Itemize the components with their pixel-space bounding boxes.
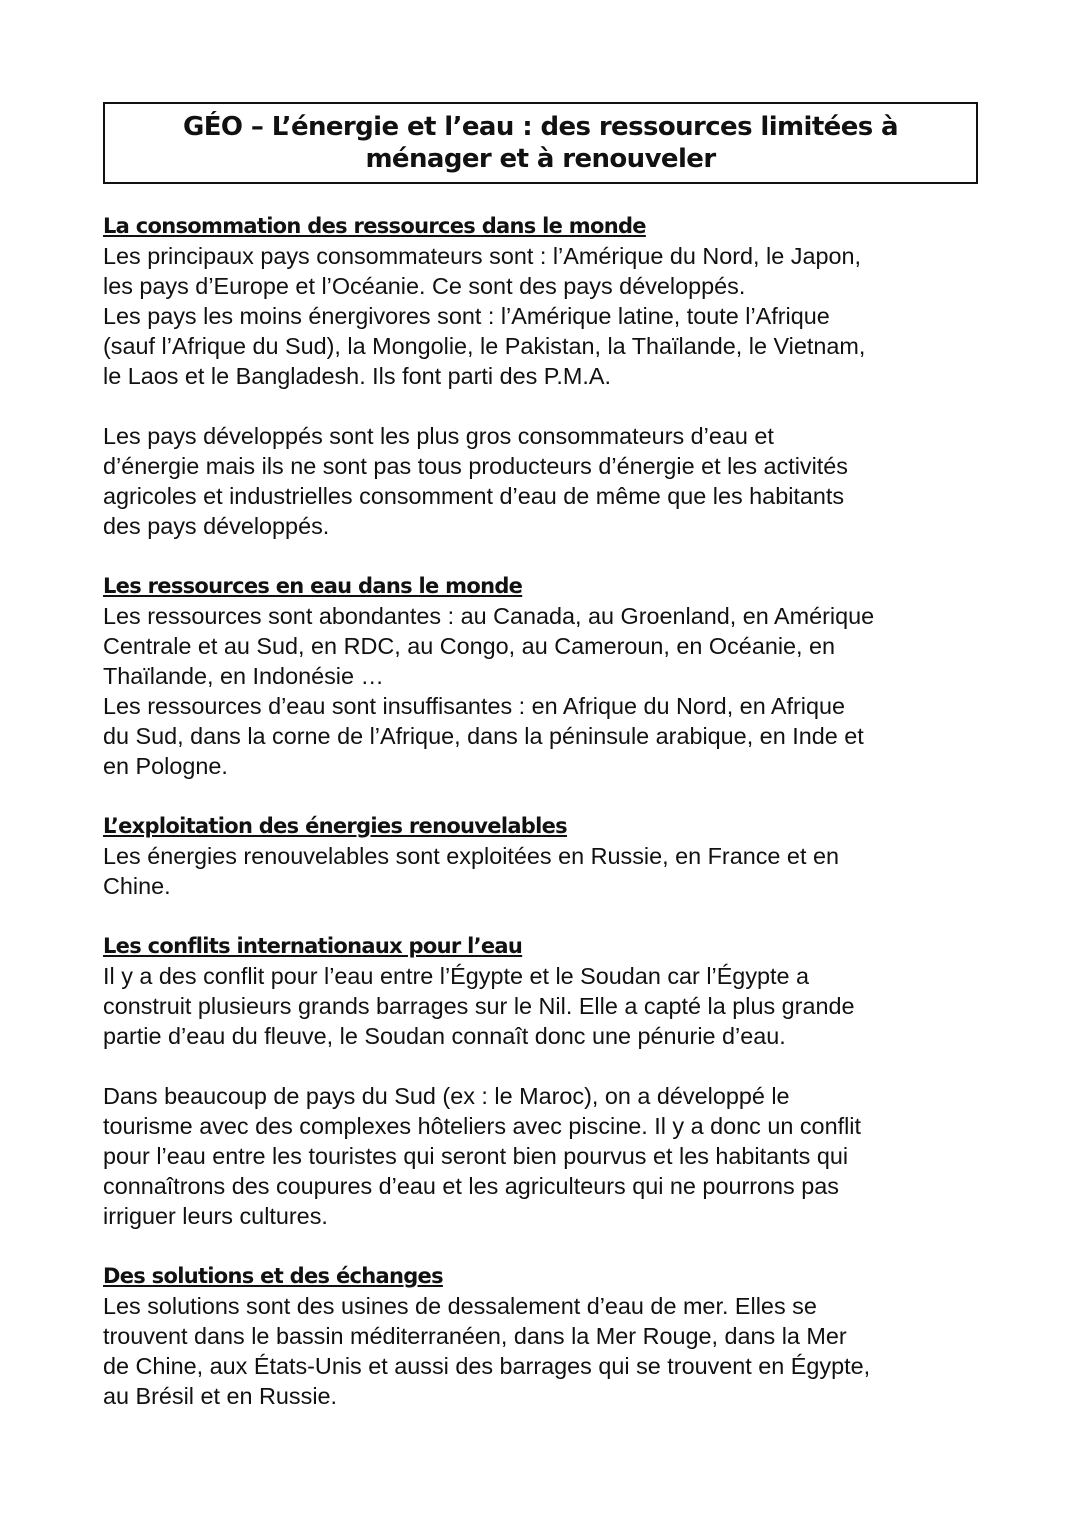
section-heading-water-resources: Les ressources en eau dans le monde bbox=[103, 574, 523, 598]
section-spacer bbox=[103, 901, 978, 931]
text-line: Centrale et au Sud, en RDC, au Congo, au Cameroun, en Océanie, en bbox=[103, 633, 836, 659]
text-line: Les solutions sont des usines de dessalement d’eau de mer. Elles se bbox=[103, 1293, 817, 1319]
text-line: les pays d’Europe et l’Océanie. Ce sont des pays développés. bbox=[103, 273, 746, 299]
section-heading-conflicts: Les conflits internationaux pour l’eau bbox=[103, 934, 523, 958]
text-line: Les ressources sont abondantes : au Canada, au Groenland, en Amérique bbox=[103, 603, 875, 629]
text-line: trouvent dans le bassin méditerranéen, dans la Mer Rouge, dans la Mer bbox=[103, 1323, 847, 1349]
text-line: Les ressources d’eau sont insuffisantes : en Afrique du Nord, en Afrique bbox=[103, 693, 846, 719]
text-line: du Sud, dans la corne de l’Afrique, dans la péninsule arabique, en Inde et bbox=[103, 723, 864, 749]
section-heading-solutions: Des solutions et des échanges bbox=[103, 1264, 443, 1288]
text-line: Les pays développés sont les plus gros consommateurs d’eau et bbox=[103, 423, 774, 449]
paragraph-spacer bbox=[103, 1051, 978, 1081]
text-line: Les pays les moins énergivores sont : l’Amérique latine, toute l’Afrique bbox=[103, 303, 830, 329]
text-line: Dans beaucoup de pays du Sud (ex : le Maroc), on a développé le bbox=[103, 1083, 790, 1109]
text-line: Les principaux pays consommateurs sont : l’Amérique du Nord, le Japon, bbox=[103, 243, 861, 269]
text-line: pour l’eau entre les touristes qui seront bien pourvus et les habitants qui bbox=[103, 1143, 849, 1169]
text-line: construit plusieurs grands barrages sur le Nil. Elle a capté la plus grande bbox=[103, 993, 855, 1019]
text-line: Il y a des conflit pour l’eau entre l’Égypte et le Soudan car l’Égypte a bbox=[103, 963, 810, 989]
section-spacer bbox=[103, 781, 978, 811]
text-line: irriguer leurs cultures. bbox=[103, 1203, 328, 1229]
title-line-1: GÉO – L’énergie et l’eau : des ressources limitées à bbox=[182, 112, 899, 142]
title-line-2: ménager et à renouveler bbox=[365, 144, 716, 174]
section-spacer bbox=[103, 541, 978, 571]
section-heading-renewables: L’exploitation des énergies renouvelables bbox=[103, 814, 567, 838]
text-line: tourisme avec des complexes hôteliers avec piscine. Il y a donc un conflit bbox=[103, 1113, 861, 1139]
text-line: au Brésil et en Russie. bbox=[103, 1383, 338, 1409]
paragraph-spacer bbox=[103, 391, 978, 421]
document-page bbox=[103, 102, 978, 1411]
text-line: d’énergie mais ils ne sont pas tous producteurs d’énergie et les activités bbox=[103, 453, 849, 479]
text-line: Les énergies renouvelables sont exploitées en Russie, en France et en bbox=[103, 843, 839, 869]
text-line: en Pologne. bbox=[103, 753, 228, 779]
text-line: connaîtrons des coupures d’eau et les agriculteurs qui ne pourrons pas bbox=[103, 1173, 839, 1199]
text-line: des pays développés. bbox=[103, 513, 330, 539]
text-line: le Laos et le Bangladesh. Ils font parti des P.M.A. bbox=[103, 363, 611, 389]
document-body bbox=[103, 211, 978, 1411]
text-line: agricoles et industrielles consomment d’eau de même que les habitants bbox=[103, 483, 845, 509]
section-heading-consumption: La consommation des ressources dans le monde bbox=[103, 214, 646, 238]
title-box bbox=[103, 102, 978, 184]
text-line: Thaïlande, en Indonésie … bbox=[103, 663, 384, 689]
section-spacer bbox=[103, 1231, 978, 1261]
text-line: partie d’eau du fleuve, le Soudan connaît donc une pénurie d’eau. bbox=[103, 1023, 786, 1049]
text-line: de Chine, aux États-Unis et aussi des barrages qui se trouvent en Égypte, bbox=[103, 1353, 871, 1379]
text-line: Chine. bbox=[103, 873, 171, 899]
text-line: (sauf l’Afrique du Sud), la Mongolie, le Pakistan, la Thaïlande, le Vietnam, bbox=[103, 333, 866, 359]
